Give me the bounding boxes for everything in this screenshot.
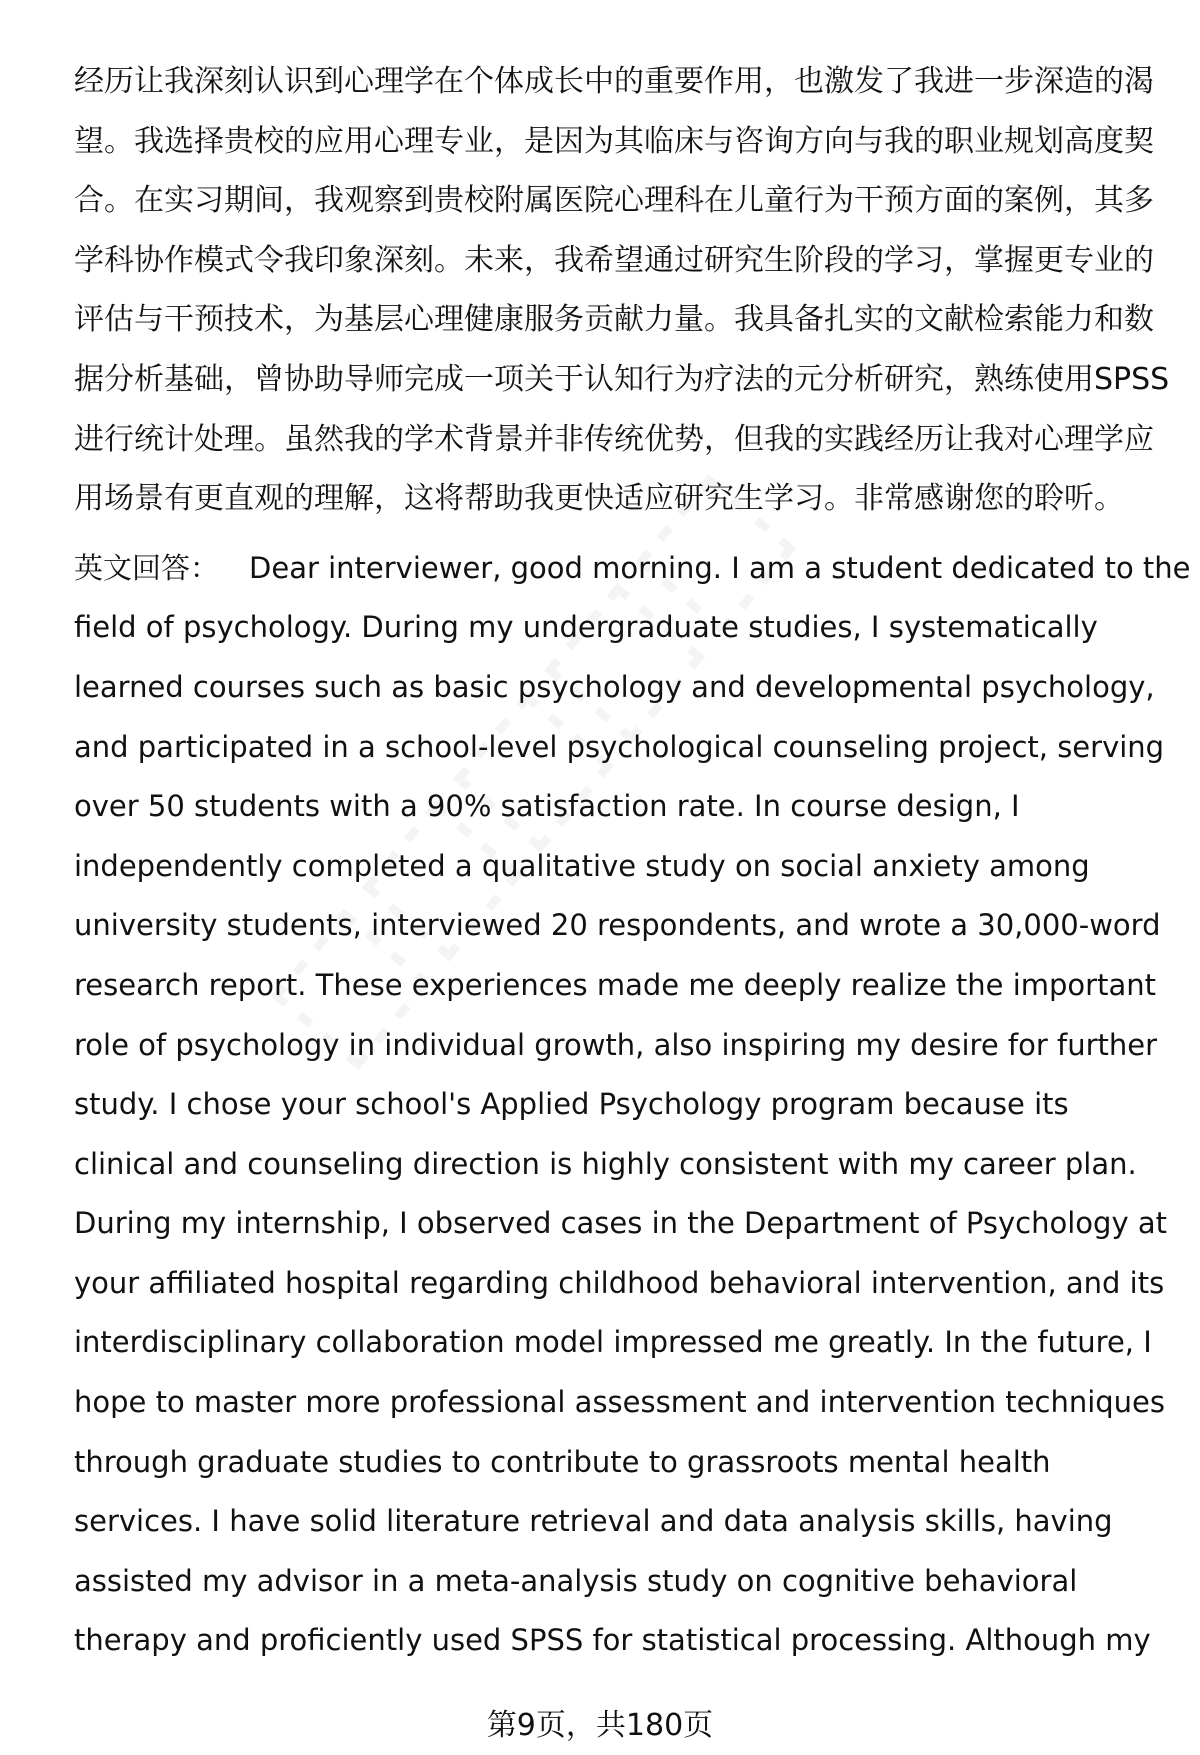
english-answer-label: 英文回答： xyxy=(74,550,220,585)
text-line: 望。我选择贵校的应用心理专业，是因为其临床与咨询方向与我的职业规划高度契 xyxy=(74,123,1154,159)
text-line: therapy and proficiently used SPSS for statistical processing. Although my xyxy=(74,1623,1151,1658)
text-line: and participated in a school-level psychological counseling project, serving xyxy=(74,729,1165,764)
text-line: over 50 students with a 90% satisfaction rate. In course design, I xyxy=(74,789,1020,824)
text-line: through graduate studies to contribute to grassroots mental health xyxy=(74,1444,1051,1479)
text-line: During my internship, I observed cases in the Department of Psychology at xyxy=(74,1206,1167,1241)
english-answer-paragraph xyxy=(74,539,1191,1671)
page-number-footer: 第9页，共180页 xyxy=(486,1708,714,1743)
text-line: hope to master more professional assessment and intervention techniques xyxy=(74,1385,1165,1420)
text-line xyxy=(74,539,1191,599)
text-line: 评估与干预技术，为基层心理健康服务贡献力量。我具备扎实的文献检索能力和数 xyxy=(74,302,1154,338)
text-line: 经历让我深刻认识到心理学在个体成长中的重要作用，也激发了我进一步深造的渴 xyxy=(74,64,1154,99)
text-line-content: Dear interviewer, good morning. I am a student dedicated to the xyxy=(249,550,1191,585)
text-line: university students, interviewed 20 respondents, and wrote a 30,000-word xyxy=(74,908,1161,943)
text-line: your affiliated hospital regarding childhood behavioral intervention, and its xyxy=(74,1265,1165,1300)
text-line: 据分析基础，曾协助导师完成一项关于认知行为疗法的元分析研究，熟练使用SPSS xyxy=(74,361,1170,397)
text-line: 用场景有更直观的理解，这将帮助我更快适应研究生学习。非常感谢您的聆听。 xyxy=(74,481,1124,517)
text-line: 学科协作模式令我印象深刻。未来，我希望通过研究生阶段的学习，掌握更专业的 xyxy=(74,242,1154,278)
text-line: 合。在实习期间，我观察到贵校附属医院心理科在儿童行为干预方面的案例，其多 xyxy=(74,183,1154,219)
text-line: field of psychology. During my undergraduate studies, I systematically xyxy=(74,610,1098,645)
text-line: interdisciplinary collaboration model impressed me greatly. In the future, I xyxy=(74,1325,1152,1360)
text-line: 进行统计处理。虽然我的学术背景并非传统优势，但我的实践经历让我对心理学应 xyxy=(74,421,1154,457)
text-line: learned courses such as basic psychology and developmental psychology, xyxy=(74,669,1155,704)
text-line: independently completed a qualitative study on social anxiety among xyxy=(74,848,1090,883)
document-body xyxy=(74,52,1191,1671)
text-line: role of psychology in individual growth, also inspiring my desire for further xyxy=(74,1027,1158,1062)
paragraph-gap xyxy=(74,529,1154,539)
chinese-answer-paragraph xyxy=(74,52,1170,529)
text-line: research report. These experiences made me deeply realize the important xyxy=(74,967,1156,1002)
text-line: assisted my advisor in a meta-analysis study on cognitive behavioral xyxy=(74,1563,1078,1598)
text-line: study. I chose your school's Applied Psychology program because its xyxy=(74,1087,1069,1122)
text-line: services. I have solid literature retrieval and data analysis skills, having xyxy=(74,1504,1113,1539)
text-line: clinical and counseling direction is highly consistent with my career plan. xyxy=(74,1146,1137,1181)
